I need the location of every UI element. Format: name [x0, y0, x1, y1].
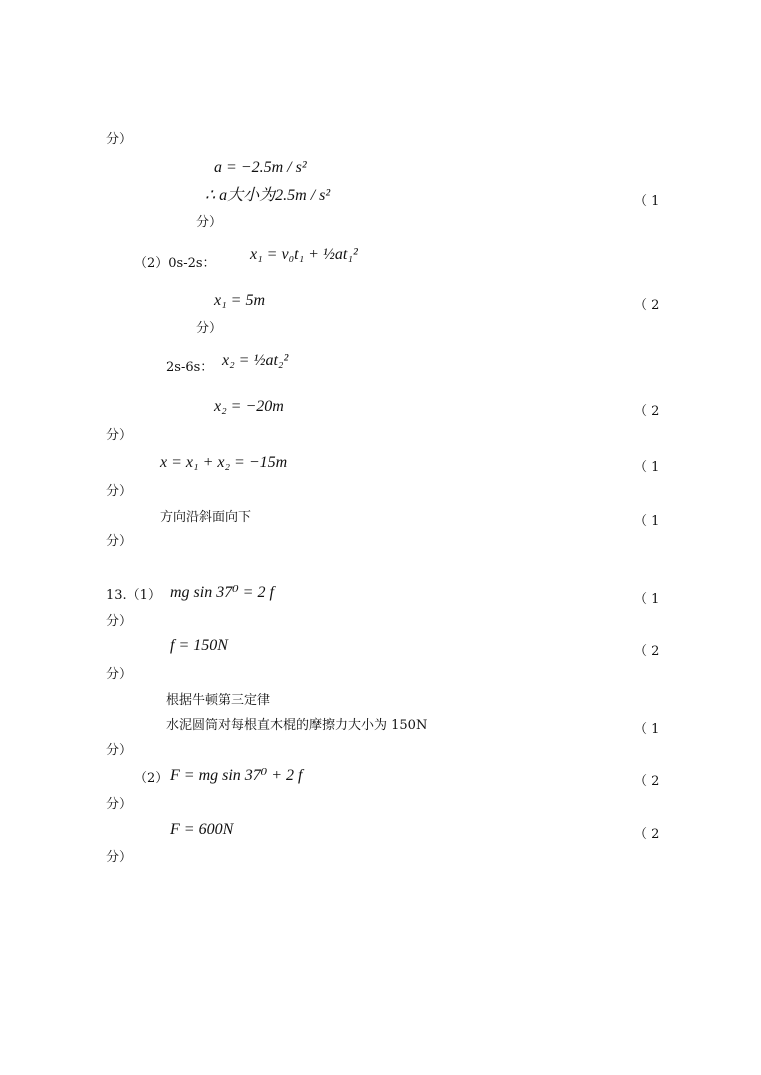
- total-displacement-text: x = x₁ + x₂ = −15m: [160, 454, 288, 471]
- score-open: （ 1: [634, 514, 660, 529]
- score-suffix: 分）: [106, 797, 133, 812]
- score-suffix: 分）: [106, 428, 133, 443]
- score-suffix: 分）: [106, 534, 133, 549]
- x1-formula-text: x₁ = v₀t₁ + ½at₁²: [250, 246, 358, 263]
- score-open: （ 1: [634, 194, 660, 209]
- score-suffix: 分）: [106, 850, 133, 865]
- score-suffix: 分）: [106, 484, 133, 499]
- x1-formula: [250, 246, 358, 264]
- acceleration-equation: [214, 159, 307, 177]
- score-open: （ 2: [634, 404, 660, 419]
- acceleration-equation-text: a = −2.5m / s²: [214, 159, 307, 176]
- friction-value-text: f = 150N: [170, 637, 228, 654]
- score-suffix: 分）: [106, 132, 133, 147]
- score-open: （ 2: [634, 644, 660, 659]
- question-13-label: 13.（1）: [106, 588, 161, 603]
- score-open: （ 2: [634, 827, 660, 842]
- x1-value: [214, 292, 265, 310]
- applied-force-equation-text: F = mg sin 37⁰ + 2 f: [170, 767, 303, 784]
- x2-value: [214, 398, 284, 416]
- score-open: （ 2: [634, 774, 660, 789]
- friction-statement: 水泥圆筒对每根直木棍的摩擦力大小为 150N: [166, 718, 428, 733]
- score-open: （ 1: [634, 460, 660, 475]
- score-open: （ 1: [634, 592, 660, 607]
- x2-value-text: x₂ = −20m: [214, 398, 284, 415]
- acceleration-magnitude-text: ∴ a大小为2.5m / s²: [205, 187, 331, 204]
- score-suffix: 分）: [106, 667, 133, 682]
- friction-value: [170, 637, 228, 655]
- applied-force-equation: [170, 767, 302, 785]
- applied-force-value: [170, 821, 233, 839]
- score-suffix: 分）: [106, 614, 133, 629]
- score-suffix: 分）: [106, 743, 133, 758]
- score-open: （ 1: [634, 722, 660, 737]
- newton-law-text: 根据牛顿第三定律: [166, 693, 271, 708]
- part-label: （2）0s-2s：: [134, 256, 216, 271]
- total-displacement: [160, 454, 287, 472]
- acceleration-magnitude: [205, 187, 330, 205]
- score-open: （ 2: [634, 298, 660, 313]
- force-balance-equation: [170, 584, 274, 602]
- x2-formula: [222, 352, 288, 370]
- force-balance-equation-text: mg sin 37⁰ = 2 f: [170, 584, 274, 601]
- part-label: （2）: [134, 771, 169, 786]
- applied-force-value-text: F = 600N: [170, 821, 234, 838]
- score-suffix: 分）: [196, 321, 223, 336]
- score-suffix: 分）: [196, 215, 223, 230]
- direction-text: 方向沿斜面向下: [160, 510, 252, 525]
- x1-value-text: x₁ = 5m: [214, 292, 266, 309]
- part-label: 2s-6s：: [166, 360, 214, 375]
- x2-formula-text: x₂ = ½at₂²: [222, 352, 289, 369]
